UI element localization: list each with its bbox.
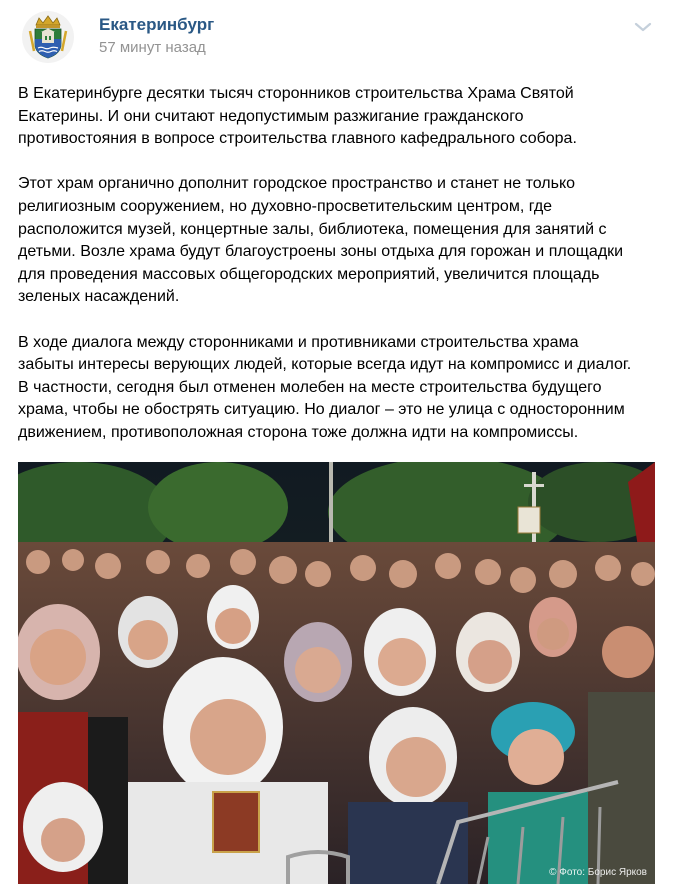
text-line: Этот храм органично дополнит городское пространство и станет не только: [18, 175, 576, 193]
post-menu-button[interactable]: [632, 18, 654, 36]
crowd-photo: [18, 462, 655, 884]
post-header: [0, 0, 675, 75]
text-line: В частности, сегодня был отменен молебен на месте строительства будущего: [18, 378, 602, 396]
text-line: В Екатеринбурге десятки тысяч сторонников строительства Храма Святой: [18, 85, 574, 102]
text-line: движением, противоположная сторона тоже должна идти на компромиссы.: [18, 423, 579, 441]
text-line: религиозным сооружением, но духовно-просветительским центром, где: [18, 197, 553, 215]
text-line: детьми. Возле храма будут благоустроены зоны отдыха для горожан и площадки: [18, 243, 624, 261]
post-paragraph: [18, 332, 660, 445]
post-time[interactable]: 57 минут назад: [99, 39, 206, 56]
post-text: [18, 83, 660, 445]
text-line: расположится музей, концертные залы, библиотека, помещения для занятий с: [18, 220, 607, 238]
post-author[interactable]: Екатеринбург: [99, 15, 215, 34]
text-line: храма, чтобы не обострять ситуацию. Но диалог – это не улица с односторонним: [18, 401, 625, 419]
post-paragraph: [18, 173, 660, 309]
text-line: забыты интересы верующих людей, которые всегда идут на компромисс и диалог.: [18, 356, 632, 374]
text-line: В ходе диалога между сторонниками и противниками строительства храма: [18, 333, 579, 351]
photo-credit: © Фото: Борис Ярков: [549, 867, 647, 878]
text-line: Екатерины. И они считают недопустимым разжигание гражданского: [18, 107, 524, 125]
chevron-down-icon: [632, 18, 654, 36]
coat-of-arms-icon: [22, 11, 74, 63]
text-line: зеленых насаждений.: [18, 288, 180, 306]
post-paragraph: [18, 83, 660, 151]
text-line: противостояния в вопросе строительства главного кафедрального собора.: [18, 130, 577, 148]
avatar[interactable]: [22, 11, 74, 63]
text-line: для проведения массовых общегородских мероприятий, увеличится площадь: [18, 265, 600, 283]
post-photo[interactable]: [18, 462, 655, 884]
